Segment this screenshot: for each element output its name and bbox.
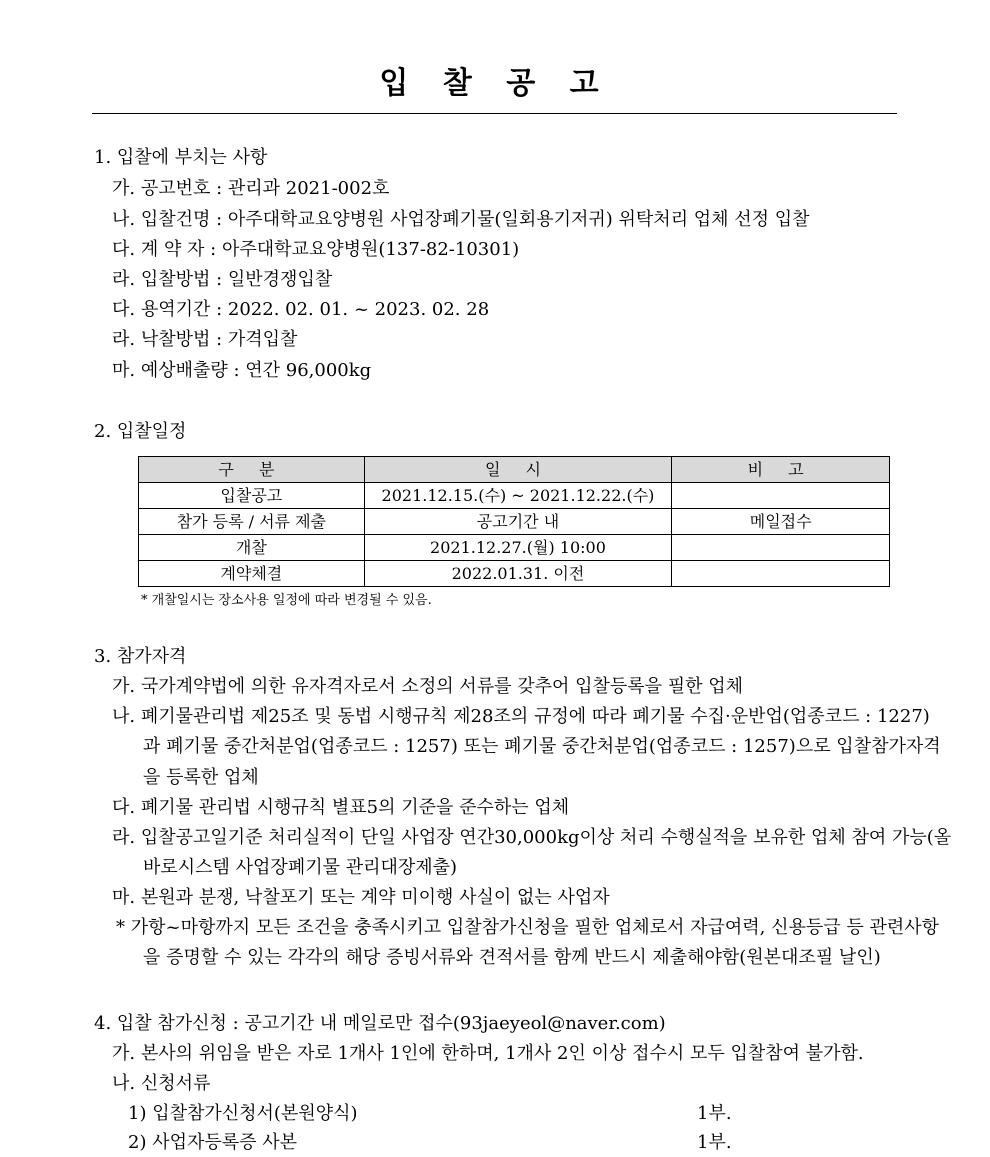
section1-item-bid-method: 라. 입찰방법 : 일반경쟁입찰 xyxy=(112,269,333,290)
cell-remarks xyxy=(672,483,890,509)
cell-category: 입찰공고 xyxy=(139,483,365,509)
section3-line: 바로시스템 사업장폐기물 관리대장제출) xyxy=(143,857,458,878)
schedule-note: * 개찰일시는 장소사용 일정에 따라 변경될 수 있음. xyxy=(141,593,432,608)
section1-item-service-period: 다. 용역기간 : 2022. 02. 01. ~ 2023. 02. 28 xyxy=(112,299,490,320)
section3-line: 라. 입찰공고일기준 처리실적이 단일 사업장 연간30,000kg이상 처리 수행실적을 보유한 업체 참여 가능(올 xyxy=(112,827,952,848)
section1-heading: 1. 입찰에 부치는 사항 xyxy=(94,147,268,168)
section4-line-b: 나. 신청서류 xyxy=(112,1073,211,1094)
section3-heading: 3. 참가자격 xyxy=(94,646,187,667)
cell-datetime: 2021.12.27.(월) 10:00 xyxy=(364,535,672,561)
cell-remarks xyxy=(672,561,890,587)
header-datetime: 일 시 xyxy=(364,457,672,483)
doc-item-qty: 1부. xyxy=(697,1132,732,1153)
section3-footnote-cont: 을 증명할 수 있는 각각의 해당 증빙서류와 견적서를 함께 반드시 제출해야함(원본대조필 날인) xyxy=(143,947,881,968)
section1-item-bid-name: 나. 입찰건명 : 아주대학교요양병원 사업장폐기물(일회용기저귀) 위탁처리 업체 선정 입찰 xyxy=(112,209,810,230)
section3-line: 다. 폐기물 관리법 시행규칙 별표5의 기준을 준수하는 업체 xyxy=(112,797,570,818)
table-row xyxy=(139,561,890,587)
cell-remarks: 메일접수 xyxy=(672,509,890,535)
doc-item-name: 1) 입찰참가신청서(본원양식) xyxy=(128,1103,358,1124)
page-title: 입 찰 공 고 xyxy=(379,66,611,101)
table-header-row xyxy=(139,457,890,483)
section1-item-award-method: 라. 낙찰방법 : 가격입찰 xyxy=(112,329,298,350)
section3-footnote: * 가항~마항까지 모든 조건을 충족시키고 입찰참가신청을 필한 업체로서 자급여력, 신용등급 등 관련사항 xyxy=(116,917,940,938)
header-remarks: 비 고 xyxy=(672,457,890,483)
header-category: 구 분 xyxy=(139,457,365,483)
section4-heading: 4. 입찰 참가신청 : 공고기간 내 메일로만 접수(93jaeyeol@naver.com) xyxy=(94,1013,666,1034)
section3-line: 과 폐기물 중간처분업(업종코드 : 1257) 또는 폐기물 중간처분업(업종코드 : 1257)으로 입찰참가자격 xyxy=(143,736,941,757)
table-row xyxy=(139,483,890,509)
section4-line-a: 가. 본사의 위임을 받은 자로 1개사 1인에 한하며, 1개사 2인 이상 접수시 모두 입찰참여 불가함. xyxy=(112,1043,864,1064)
section3-line: 마. 본원과 분쟁, 낙찰포기 또는 계약 미이행 사실이 없는 사업자 xyxy=(112,887,610,908)
section2-heading: 2. 입찰일정 xyxy=(94,421,187,442)
cell-category: 참가 등록 / 서류 제출 xyxy=(139,509,365,535)
cell-datetime: 공고기간 내 xyxy=(364,509,672,535)
cell-category: 개찰 xyxy=(139,535,365,561)
section1-item-announcement-no: 가. 공고번호 : 관리과 2021-002호 xyxy=(112,178,390,199)
section3-line: 나. 폐기물관리법 제25조 및 동법 시행규칙 제28조의 규정에 따라 폐기물 수집·운반업(업종코드 : 1227) xyxy=(112,706,930,727)
cell-datetime: 2021.12.15.(수) ~ 2021.12.22.(수) xyxy=(364,483,672,509)
doc-item-qty: 1부. xyxy=(697,1103,732,1124)
section1-item-contractor: 다. 계 약 자 : 아주대학교요양병원(137-82-10301) xyxy=(112,239,520,260)
title-divider xyxy=(92,113,897,114)
section3-line: 가. 국가계약법에 의한 유자격자로서 소정의 서류를 갖추어 입찰등록을 필한 업체 xyxy=(112,676,744,697)
table-row xyxy=(139,535,890,561)
doc-item-name: 2) 사업자등록증 사본 xyxy=(128,1132,298,1153)
table-row xyxy=(139,509,890,535)
section3-line: 을 등록한 업체 xyxy=(143,767,259,788)
cell-datetime: 2022.01.31. 이전 xyxy=(364,561,672,587)
cell-remarks xyxy=(672,535,890,561)
cell-category: 계약체결 xyxy=(139,561,365,587)
section1-item-expected-volume: 마. 예상배출량 : 연간 96,000kg xyxy=(112,360,372,381)
schedule-table xyxy=(138,456,890,587)
